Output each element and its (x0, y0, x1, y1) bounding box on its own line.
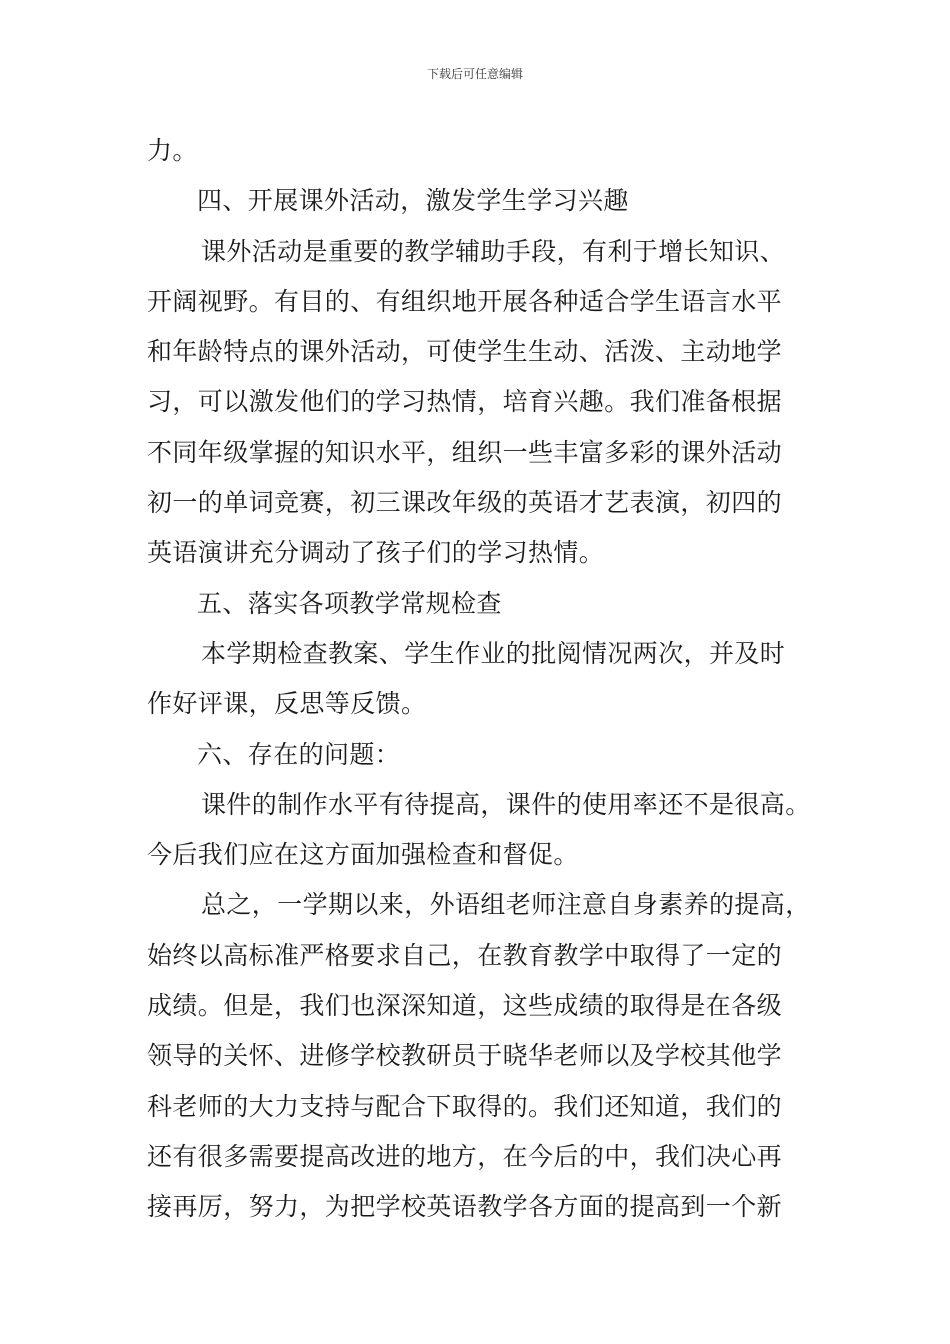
text-line-12: 作好评课，反思等反馈。 (147, 689, 427, 719)
body-text (147, 126, 817, 1233)
text-line-14: 课件的制作水平有待提高，课件的使用率还不是很高。 (201, 789, 811, 819)
text-line-6: 习，可以激发他们的学习热情，培育兴趣。我们准备根据 (147, 387, 783, 417)
text-line-11: 本学期检查教案、学生作业的批阅情况两次，并及时 (201, 638, 786, 668)
text-line-5: 和年龄特点的课外活动，可使学生生动、活泼、主动地学 (147, 337, 783, 367)
text-line-1: 力。 (147, 136, 198, 165)
text-line-17: 始终以高标准严格要求自己，在教育教学中取得了一定的 (147, 940, 783, 970)
text-line-15: 今后我们应在这方面加强检查和督促。 (147, 840, 579, 870)
text-line-7: 不同年级掌握的知识水平，组织一些丰富多彩的课外活动 (147, 437, 783, 467)
text-line-3: 课外活动是重要的教学辅助手段，有利于增长知识、 (201, 236, 786, 266)
section-heading-4: 四、开展课外活动，激发学生学习兴趣 (197, 186, 629, 216)
text-line-21: 还有很多需要提高改进的地方，在今后的中，我们决心再 (147, 1141, 783, 1171)
text-line-4: 开阔视野。有目的、有组织地开展各种适合学生语言水平 (147, 286, 783, 316)
section-heading-6: 六、存在的问题： (197, 739, 401, 769)
text-line-20: 科老师的大力支持与配合下取得的。我们还知道，我们的 (147, 1091, 783, 1121)
text-line-22: 接再厉，努力，为把学校英语教学各方面的提高到一个新 (147, 1192, 783, 1222)
text-line-9: 英语演讲充分调动了孩子们的学习热情。 (147, 538, 605, 568)
text-line-16: 总之，一学期以来，外语组老师注意自身素养的提高， (201, 890, 811, 920)
text-line-18: 成绩。但是，我们也深深知道，这些成绩的取得是在各级 (147, 991, 783, 1021)
section-heading-5: 五、落实各项教学常规检查 (197, 588, 502, 618)
text-line-19: 领导的关怀、进修学校教研员于晓华老师以及学校其他学 (147, 1041, 783, 1071)
page-header: 下载后可任意编辑 (426, 67, 523, 81)
text-line-8: 初一的单词竞赛，初三课改年级的英语才艺表演，初四的 (147, 488, 783, 518)
